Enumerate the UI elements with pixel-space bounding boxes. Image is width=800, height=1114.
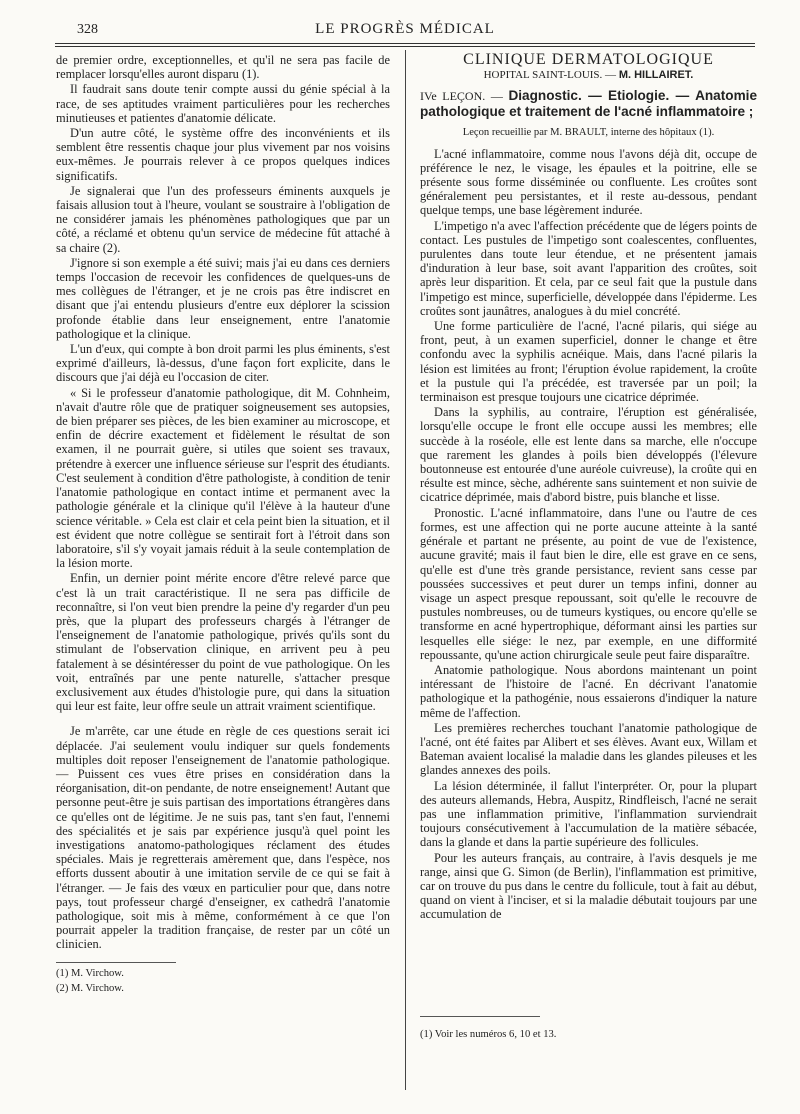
header-rule bbox=[55, 43, 755, 44]
paragraph: L'impetigo n'a avec l'affection précédente que de légers points de contact. Les pustules de l'impetigo sont coalescentes, confluentes, purulentes dans toute leur étendue, et ne présentent jamais d'induration à leur base, soit avant l'apparition des croûtes, soit après leur disparition. Et cela, par ce seul fait que la pustule dans l'impetigo est mince, superficielle, développée dans l'épiderme. Les croûtes sont jaunâtres, analogues à du miel concrété. bbox=[420, 218, 757, 318]
right-column bbox=[420, 53, 757, 923]
paragraph: Pour les auteurs français, au contraire, à l'avis desquels je me range, ainsi que G. Simon (de Berlin), l'inflammation est primitive, car on trouve du pus dans le centre du follicule, tout à fait au début, quand on vient à l'inciser, et si la maladie débutait toujours par une accumulation de bbox=[420, 850, 757, 922]
paragraph: Anatomie pathologique. Nous abordons maintenant un point intéressant de l'histoire de l'acné. En décrivant l'anatomie pathologique et la pathogénie, nous essaierons d'indiquer la nature même de l'affection. bbox=[420, 662, 757, 720]
footnote-rule bbox=[420, 1016, 540, 1017]
paragraph: Une forme particulière de l'acné, l'acné pilaris, qui siége au front, peut, à un examen superficiel, donner le change et être confondu avec la syphilis acnéique. Mais, dans l'acné pilaris la lésion est limitées au front; l'éruption évolue rapidement, la croûte et la pustule qui l'a précédée, est traversée par un poil; la terminaison est presque toujours une cicatrice déprimée. bbox=[420, 319, 757, 405]
paragraph: D'un autre côté, le système offre des inconvénients et ils semblent être ressentis chaque jour plus vivement par nos voisins eux-mêmes. Je pourrais relever à ce propos quelques indices significatifs. bbox=[56, 126, 390, 183]
paragraph: L'un d'eux, qui compte à bon droit parmi les plus éminents, s'est exprimé d'ailleurs, là-dessus, d'une façon fort explicite, dans le discours que j'ai déjà eu l'occasion de citer. bbox=[56, 342, 390, 385]
journal-title: LE PROGRÈS MÉDICAL bbox=[315, 21, 495, 37]
paragraph: Enfin, un dernier point mérite encore d'être relevé parce que c'est là un trait caractéristique. Il ne sera pas difficile de reconnaître, si l'on veut bien prendre la peine d'y regarder d'un peu près, que la plupart des professeurs chargés à l'étranger de l'enseignement de l'anatomie pathologique, privés qu'ils sont du stimulant de l'observation clinique, en arrivent peu à peu fatalement à se désintéresser du point de vue pathologique. On les voit, entraînés par une pente naturelle, s'attacher presque exclusivement aux études d'histologie pure, qui dans la situation qui leur est faite, leur offre seule un attrait vraiment scientifique. bbox=[56, 571, 390, 714]
paragraph: Dans la syphilis, au contraire, l'éruption est généralisée, lorsqu'elle occupe le front elle occupe aussi les membres; elle succède à la roséole, elle est lente dans sa marche, elle n'occupe que rarement les glandes à poils bien développés (l'élevure boutonneuse est entourée d'une auréole cuivreuse), la croûte qui en résulte est mince, sèche, adhérente sans suintement et non suivie de cicatrice déprimée, mais d'abord bistre, puis blanche et lisse. bbox=[420, 405, 757, 505]
hospital-line bbox=[420, 68, 757, 82]
running-header bbox=[55, 20, 755, 42]
section-rubric: CLINIQUE DERMATOLOGIQUE bbox=[463, 51, 714, 68]
professor-name: M. HILLAIRET. bbox=[618, 69, 694, 82]
column-divider bbox=[405, 50, 406, 1090]
footnote: (2) M. Virchow. bbox=[56, 982, 124, 994]
left-column bbox=[56, 53, 390, 997]
lecture-title bbox=[420, 88, 757, 120]
paragraph: J'ignore si son exemple a été suivi; mais j'ai eu dans ces derniers temps l'occasion de recevoir les confidences de quelques-uns de mes collègues de l'étranger, et je ne crois pas être indiscret en disant que j'ai entendu plusieurs d'entre eux déplorer la scission profonde établie dans leur enseignement, entre l'anatomie pathologique et la clinique. bbox=[56, 255, 390, 341]
hospital-name: HOPITAL SAINT-LOUIS. — bbox=[483, 69, 619, 82]
paragraph: L'acné inflammatoire, comme nous l'avons déjà dit, occupe de préférence le nez, le visage, les épaules et la poitrine, elle se présente sous forme disséminée ou confluente. Les croûtes sont généralement peu persistantes, et il reste au-dessous, pendant quelque temps, une base légèrement indurée. bbox=[420, 146, 757, 218]
paragraph: Les premières recherches touchant l'anatomie pathologique de l'acné, ont été faites par Alibert et ses élèves. Avant eux, Willam et Bateman avaient localisé la maladie dans les glandes pileuses et les glandes annexes des poils. bbox=[420, 720, 757, 778]
footnote-rule bbox=[56, 962, 176, 963]
footnote: (1) M. Virchow. bbox=[56, 967, 124, 979]
paragraph: de premier ordre, exceptionnelles, et qu'il ne sera pas facile de remplacer lorsqu'elles auront disparu (1). bbox=[56, 53, 390, 82]
paragraph: « Si le professeur d'anatomie pathologique, dit M. Cohnheim, n'avait d'autre rôle que de pratiquer soigneusement ses autopsies, de bien préparer ses pièces, de les bien examiner au microscope, et enfin de décrire exactement et fidèlement le résultat de son examen, il ne pourrait guère, si utiles que soient ses travaux, prétendre à exercer une influence sérieuse sur l'esprit des étudiants. C'est seulement à condition d'être pathologiste, à condition de tenir l'anatomie pathologique en contact intime et permanent avec la pathologie générale et la clinique qu'il l'élève à la hauteur d'une science véritable. » Cela est clair et cela peint bien la situation, et il est évident que notre collègue se sentirait fort à l'étroit dans son laboratoire, s'il s'y voyait jamais réduit à la seule contemplation de la lésion morte. bbox=[56, 385, 390, 571]
right-footnote-block bbox=[420, 1016, 757, 1052]
header-rule-thin bbox=[55, 46, 755, 47]
lecture-title-text: Diagnostic. — Etiologie. — Anatomie pathologique et traitement de l'acné inflammatoire ; bbox=[420, 88, 757, 120]
lecture-number: IVe LEÇON. — bbox=[420, 89, 509, 104]
paragraph: Pronostic. L'acné inflammatoire, dans l'une ou l'autre de ces formes, est une affection qui ne porte aucune atteinte à la santé générale et partant ne présente, au point de vue de l'existence, aucune gravité; mais il faut bien le dire, elle est grave en ce sens, qu'elle est d'une très grande persistance, revient sans cesse par poussées successives et peut durer un temps infini, donner au visage un aspect presque repoussant, soit qu'elle le recouvre de pustules nombreuses, ou de tumeurs kystiques, ou encore qu'elle se transforme en acné hypertrophique, déformant ainsi les parties sur lesquelles elle siége: le nez, par exemple, en une difformité repoussante, qu'une action chirurgicale seule peut faire disparaître. bbox=[420, 505, 757, 662]
paragraph: La lésion déterminée, il fallut l'interpréter. Or, pour la plupart des auteurs allemands, Hebra, Auspitz, Rindfleisch, l'acné ne serait pas une inflammation primitive, l'inflammation surviendrait toujours consécutivement à l'accumulation de la matière sébacée, dans la glande et dans la partie supérieure des follicules. bbox=[420, 778, 757, 850]
footnote: (1) Voir les numéros 6, 10 et 13. bbox=[420, 1028, 557, 1040]
paragraph: Je signalerai que l'un des professeurs éminents auxquels je faisais allusion tout à l'heure, voulant se soustraire à l'obligation de ne considérer jamais les phénomènes pathologiques que par un côté, a réclamé et obtenu qu'un service de médecine fût attaché à sa chaire (2). bbox=[56, 183, 390, 255]
paragraph: Il faudrait sans doute tenir compte aussi du génie spécial à la race, de ses aptitudes vraiment particulières pour les recherches minutieuses et patientes d'anatomie délicate. bbox=[56, 82, 390, 125]
paragraph: Je m'arrête, car une étude en règle de ces questions serait ici déplacée. J'ai seulement voulu indiquer sur quels fondements multiples doit reposer l'enseignement de l'anatomie pathologique. — Puissent ces vues être prises en considération dans la réorganisation, dit-on pendante, de notre enseignement! Autant que personne peut-être je suis partisan des importations étrangères dans ce qu'elles ont de légitime. Je ne suis pas, tant s'en faut, l'ennemi des spécialités et je sais par expérience jusqu'à quel point les investigations anatomo-pathologiques réclament des études spéciales. Mais je regretterais amèrement que, dans l'espèce, nos efforts dussent aboutir à une imitation servile de ce qui se fait à l'étranger. — Je fais des vœux en particulier pour que, dans notre pays, tout professeur chargé d'enseigner, ex cathedrâ l'anatomie pathologique, soit mis à même, conformément à ce que l'on pourrait appeler la tradition française, de rester par un côté un clinicien. bbox=[56, 724, 390, 952]
page-number: 328 bbox=[77, 22, 98, 37]
lecture-credit: Leçon recueillie par M. BRAULT, interne des hôpitaux (1). bbox=[462, 127, 715, 139]
